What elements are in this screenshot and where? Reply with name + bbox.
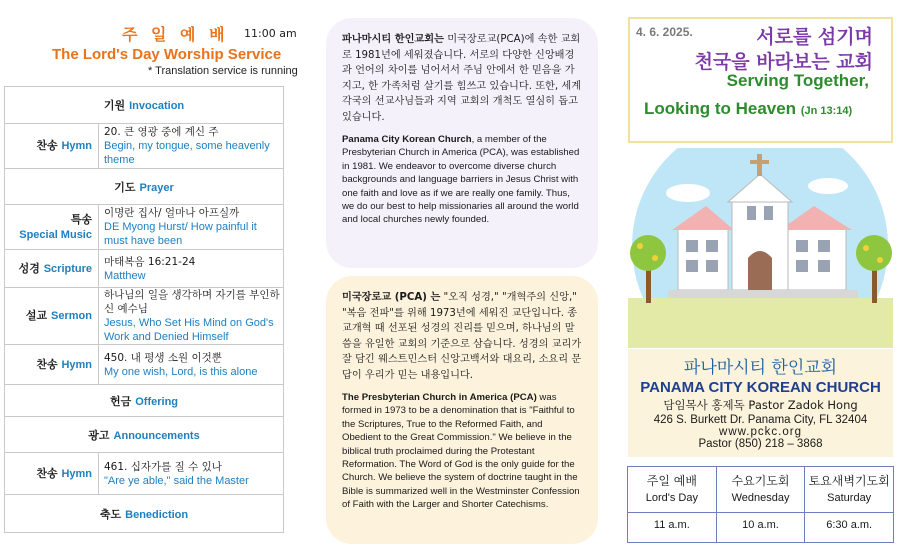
schedule-name-en: Wednesday bbox=[731, 492, 790, 504]
schedule-column bbox=[716, 467, 805, 542]
service-header bbox=[12, 18, 302, 86]
order-item-label: 찬송 Hymn bbox=[5, 345, 99, 384]
order-row bbox=[5, 416, 283, 452]
service-schedule-table bbox=[627, 466, 894, 543]
order-item-title: 광고 Announcements bbox=[88, 428, 200, 442]
order-row bbox=[5, 344, 283, 384]
order-item-label: 찬송 Hymn bbox=[5, 453, 99, 494]
schedule-name-ko: 주일 예배 bbox=[646, 474, 697, 488]
church-illustration bbox=[628, 148, 893, 348]
order-item-detail: 20. 큰 영광 중에 계신 주 Begin, my tongue, some heavenly theme bbox=[104, 126, 270, 166]
order-item-detail: 하나님의 일을 생각하며 자기를 부인하신 예수님 Jesus, Who Set His Mind on God's Work and Denied Himself bbox=[104, 289, 280, 343]
schedule-name-ko: 토요새벽기도회 bbox=[808, 474, 890, 488]
order-row bbox=[5, 494, 283, 532]
order-row bbox=[5, 123, 283, 168]
order-item-title: 기도 Prayer bbox=[114, 180, 174, 194]
order-item-title: 기원 Invocation bbox=[103, 99, 185, 112]
schedule-name-en: Saturday bbox=[827, 492, 872, 504]
church-name-ko: 파나마시티 한인교회 bbox=[683, 358, 838, 378]
theme-en-line2: Looking to Heaven (Jn 13:14) bbox=[644, 99, 853, 118]
about-pca-ko: 미국장로교 (PCA) 는 "오직 성경," "개혁주의 신앙," "복음 전파"를 위해 1973년에 세워진 교단입니다. 종교개혁 때 선포된 성경의 진리를 믿으며, 하나님의 말씀을 유일한 교회의 기준으로 삼습니다. 성경의 교리가 잘 담긴 웨스트민스터 신앙고백서와 대요리, 소요리 문답이 우리가 믿는 내용입니다. bbox=[342, 292, 582, 381]
order-row bbox=[5, 452, 283, 494]
order-of-worship-table bbox=[4, 86, 284, 533]
order-item-detail: 461. 십자가를 질 수 있나 "Are ye able," said the Master bbox=[104, 460, 249, 487]
pastor-line: 담임목사 홍제독 Pastor Zadok Hong bbox=[663, 398, 858, 412]
service-title-en: The Lord's Day Worship Service bbox=[52, 46, 282, 63]
order-item-detail: 마태복음 16:21-24 Matthew bbox=[104, 255, 196, 282]
order-row bbox=[5, 249, 283, 287]
order-item-title: 축도 Benediction bbox=[99, 507, 189, 521]
order-row bbox=[5, 204, 283, 249]
order-item-label: 특송 Special Music bbox=[5, 205, 99, 249]
about-church-en: Panama City Korean Church, a member of the Presbyterian Church in America (PCA), was established in 1981. We endeavor to overcome diverse church backgrounds and language barriers in Jesus Christ with one faith and love as if we are really one family. Thus, we do our best to help missionaries all around the world and local churches newly founded. bbox=[342, 134, 580, 226]
order-item-label: 설교 Sermon bbox=[5, 288, 99, 344]
church-address: 426 S. Burkett Dr. Panama City, FL 32404 bbox=[653, 414, 868, 426]
order-row bbox=[5, 287, 283, 344]
worship-order-panel bbox=[12, 18, 302, 86]
order-item-label: 성경 Scripture bbox=[5, 250, 99, 287]
order-item-title: 헌금 Offering bbox=[109, 394, 179, 408]
order-item-label: 찬송 Hymn bbox=[5, 124, 99, 168]
service-title-ko: 주 일 예 배 bbox=[122, 25, 229, 44]
theme-en-line1: Serving Together, bbox=[726, 71, 869, 90]
about-pca-en: The Presbyterian Church in America (PCA) was formed in 1973 to be a denomination that is "Faithful to the Scriptures, True to the Reformed Faith, and Obedient to the Great Commission." We believe in the biblical truth proclaimed during the Protestant Reformation. The Word of God is the only guide for the Church. We believe the system of doctrine taught in the Bible is summarized well in the Westminster Confession of Faith with the Larger and Shorter Catechisms. bbox=[342, 392, 580, 511]
about-church-bubble bbox=[326, 18, 598, 268]
schedule-column bbox=[628, 467, 716, 542]
about-church-ko: 파나마시티 한인교회는 미국장로교(PCA)에 속한 교회로 1981년에 세워졌습니다. 서로의 다양한 신앙배경과 언어의 차이를 넘어서서 주님 안에서 한 믿음을 가지고, 한 가족처럼 살기를 힘쓰고 있습니다. 또한, 세계 각국의 선교사님들과 지역 교회의 개척도 열심히 돕고 있습니다. bbox=[342, 34, 582, 123]
order-row bbox=[5, 384, 283, 416]
church-info-box bbox=[628, 349, 893, 457]
order-row bbox=[5, 168, 283, 204]
grass-icon bbox=[628, 298, 893, 348]
service-time: 11:00 am bbox=[244, 27, 297, 40]
schedule-name-ko: 수요기도회 bbox=[731, 474, 790, 488]
translation-note: * Translation service is running bbox=[148, 65, 298, 77]
order-row bbox=[5, 87, 283, 123]
schedule-time: 6:30 a.m. bbox=[805, 512, 893, 542]
church-base-icon bbox=[668, 290, 858, 298]
about-pca-bubble bbox=[326, 276, 598, 544]
pastor-phone: Pastor (850) 218 – 3868 bbox=[698, 438, 823, 450]
schedule-time: 10 a.m. bbox=[717, 512, 805, 542]
church-name-en: PANAMA CITY KOREAN CHURCH bbox=[640, 379, 881, 396]
theme-ko-line2: 천국을 바라보는 교회 bbox=[694, 51, 873, 73]
order-item-detail: 450. 내 평생 소원 이것뿐 My one wish, Lord, is this alone bbox=[104, 351, 258, 378]
church-website[interactable]: www.pckc.org bbox=[719, 426, 802, 438]
schedule-column bbox=[804, 467, 893, 542]
order-item-detail: 이명란 집사/ 얼마나 아프실까 DE Myong Hurst/ How painful it must have been bbox=[104, 207, 257, 247]
schedule-time: 11 a.m. bbox=[628, 512, 716, 542]
bulletin-title-box bbox=[628, 17, 893, 143]
schedule-name-en: Lord's Day bbox=[645, 492, 698, 504]
bulletin-date: 4. 6. 2025. bbox=[636, 25, 693, 39]
theme-ko-line1: 서로를 섬기며 bbox=[756, 26, 873, 48]
theme-scripture-ref: (Jn 13:14) bbox=[800, 105, 853, 117]
